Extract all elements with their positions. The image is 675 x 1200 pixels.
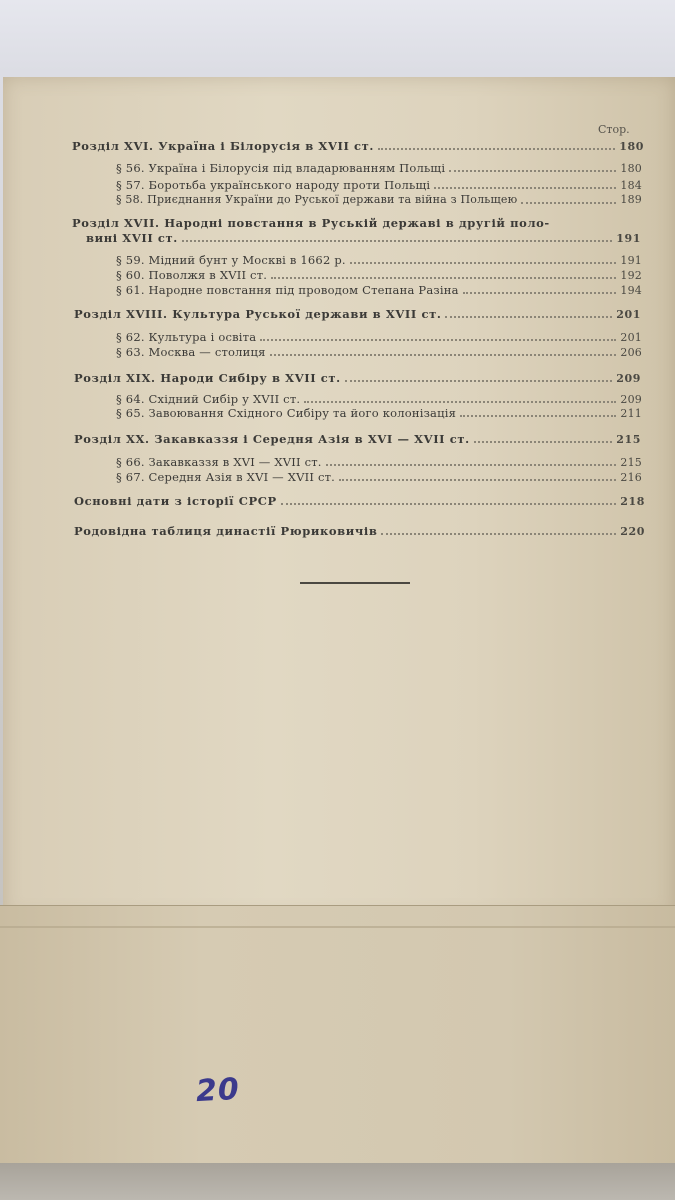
book-page — [3, 77, 675, 917]
leader-dots — [281, 503, 616, 505]
leader-dots — [304, 401, 616, 403]
toc-entry-label: Розділ XVIII. Культура Руської держави в XVII ст. — [74, 307, 442, 321]
toc-page-number: 184 — [620, 179, 642, 192]
leader-dots — [345, 380, 613, 382]
toc-entry-label: § 63. Москва — столиця — [116, 345, 266, 359]
toc-page-number: 220 — [620, 525, 645, 538]
leader-dots — [474, 441, 613, 443]
leader-dots — [460, 415, 616, 417]
toc-page-number: 201 — [620, 331, 642, 344]
toc-entry-label: § 61. Народне повстання під проводом Степана Разіна — [116, 283, 459, 297]
leader-dots — [270, 354, 617, 356]
toc-page-number: 209 — [620, 393, 642, 406]
toc-entry-label: § 64. Східний Сибір у XVII ст. — [116, 392, 301, 406]
toc-entry-label: вині XVII ст. — [86, 231, 178, 245]
toc-page-number: 191 — [616, 232, 641, 245]
toc-entry-label: § 66. Закавказзя в XVI — XVII ст. — [116, 455, 322, 469]
toc-page-number: 218 — [620, 495, 645, 508]
toc-entry-label: Розділ XIX. Народи Сибіру в XVII ст. — [74, 371, 341, 385]
toc-section-58 — [116, 193, 642, 206]
toc-page-number: 201 — [616, 308, 641, 321]
leader-dots — [378, 148, 615, 150]
leader-dots — [182, 240, 612, 242]
toc-section-63 — [116, 345, 642, 359]
leader-dots — [260, 339, 616, 341]
leader-dots — [434, 187, 616, 189]
toc-page-number: 191 — [620, 254, 642, 267]
toc-section-57 — [116, 178, 642, 192]
leader-dots — [381, 533, 616, 535]
toc-entry-label: § 57. Боротьба українського народу проти Польщі — [116, 178, 431, 192]
toc-section-62 — [116, 330, 642, 344]
toc-chapter-19 — [74, 371, 641, 385]
toc-page-number: 189 — [620, 193, 642, 206]
toc-section-64 — [116, 392, 642, 406]
toc-chapter-17 — [86, 231, 641, 245]
toc-entry-label: § 65. Завоювання Східного Сибіру та його колонізація — [116, 406, 457, 420]
leader-dots — [339, 479, 616, 481]
toc-page-number: 215 — [620, 456, 642, 469]
toc-entry-label: § 58. Приєднання України до Руської держави та війна з Польщею — [116, 193, 518, 206]
toc-section-65 — [116, 406, 642, 420]
toc-chapter-16 — [72, 139, 644, 153]
toc-section-60 — [116, 268, 642, 282]
toc-page-number: 211 — [620, 407, 642, 420]
toc-entry-label: § 67. Середня Азія в XVI — XVII ст. — [116, 470, 336, 484]
toc-chapter-20 — [74, 432, 641, 446]
toc-section-66 — [116, 455, 642, 469]
toc-page-number: 216 — [620, 471, 642, 484]
leader-dots — [271, 277, 616, 279]
toc-page-number: 206 — [620, 346, 642, 359]
toc-section-61 — [116, 283, 642, 297]
toc-entry-label: § 56. Україна і Білорусія під владарюванням Польщі — [116, 161, 446, 175]
toc-entry-label: Розділ XVI. Україна і Білорусія в XVII ст. — [72, 139, 374, 153]
toc-entry-label: Родовідна таблиця династії Рюриковичів — [74, 524, 378, 538]
leader-dots — [449, 170, 616, 172]
table-surface — [0, 1163, 675, 1200]
table-of-contents — [3, 77, 675, 917]
toc-entry-label: Розділ XX. Закавказзя і Середня Азія в XVI — XVII ст. — [74, 432, 470, 446]
toc-chapter-18 — [74, 307, 641, 321]
toc-page-number: 180 — [619, 140, 644, 153]
ink-stamp-number: 20 — [195, 1071, 241, 1110]
toc-basic-dates — [74, 494, 645, 508]
toc-page-number: 180 — [620, 162, 642, 175]
toc-genealogy — [74, 524, 645, 538]
toc-section-67 — [116, 470, 642, 484]
leader-dots — [445, 316, 612, 318]
leader-dots — [521, 202, 616, 204]
toc-entry-label: § 60. Поволжя в XVII ст. — [116, 268, 268, 282]
toc-page-number: 194 — [620, 284, 642, 297]
lower-page-flap — [0, 905, 675, 1164]
toc-section-56 — [116, 161, 642, 175]
toc-entry-label: § 62. Культура і освіта — [116, 330, 257, 344]
closing-rule — [300, 582, 410, 584]
page-column-header: Стор. — [598, 123, 630, 136]
toc-page-number: 215 — [616, 433, 641, 446]
toc-chapter-17-line1: Розділ XVII. Народні повстання в Руській державі в другій поло- — [72, 216, 550, 230]
toc-section-59 — [116, 253, 642, 267]
toc-entry-label: Основні дати з історії СРСР — [74, 494, 277, 508]
toc-page-number: 192 — [620, 269, 642, 282]
leader-dots — [326, 464, 617, 466]
toc-entry-label: § 59. Мідний бунт у Москві в 1662 р. — [116, 253, 346, 267]
leader-dots — [350, 262, 617, 264]
leader-dots — [463, 292, 617, 294]
toc-page-number: 209 — [616, 372, 641, 385]
page-fold-line — [0, 926, 675, 928]
